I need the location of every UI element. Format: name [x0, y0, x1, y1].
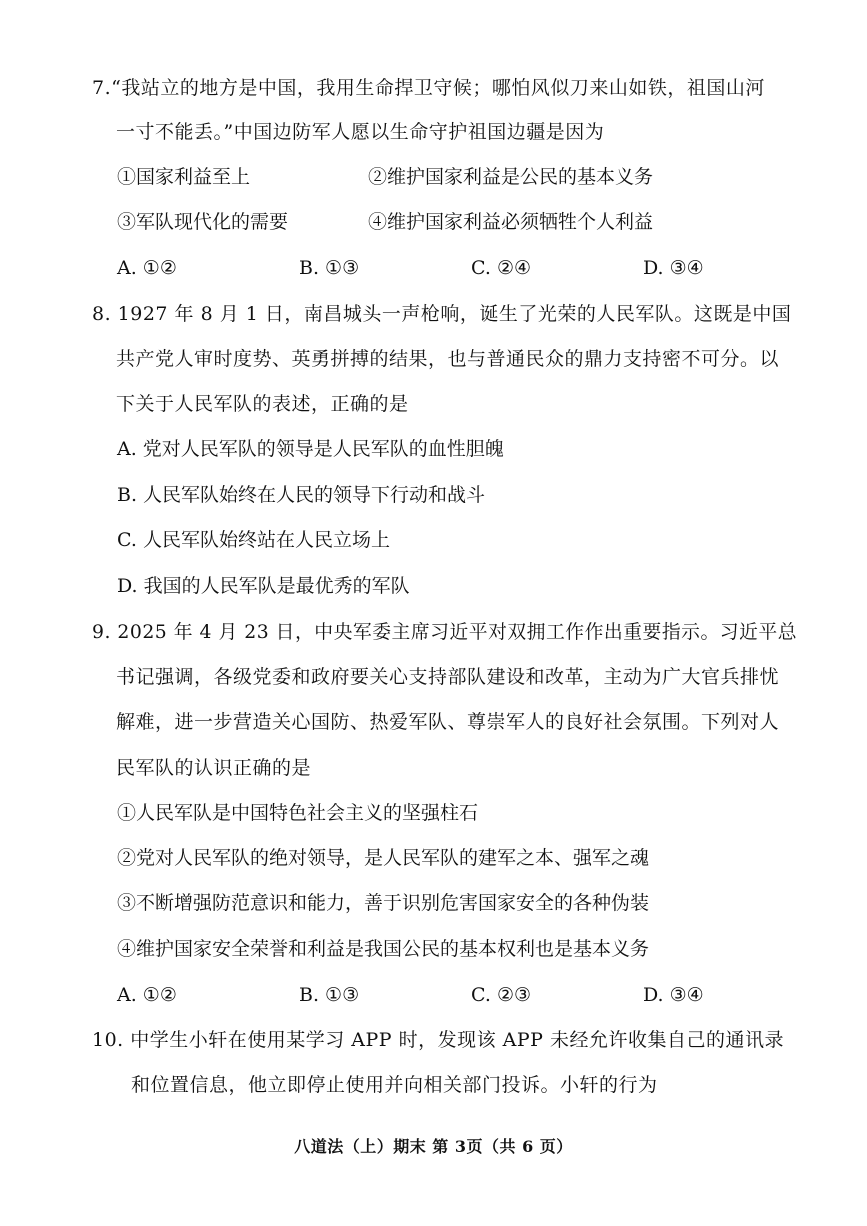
page-footer: 八道法（上）期末 第 3页（共 6 页） [294, 1137, 573, 1156]
q10-stem-line-1: 10. 中学生小轩在使用某学习 APP 时，发现该 APP 未经允许收集自己的通讯录 [92, 1029, 784, 1051]
q9-statement-4: ④维护国家安全荣誉和利益是我国公民的基本权利也是基本义务 [117, 938, 650, 960]
q9-stem-line-1: 9. 2025 年 4 月 23 日，中央军委主席习近平对双拥工作作出重要指示。习近平总 [92, 621, 798, 643]
q9-statement-2: ②党对人民军队的绝对领导，是人民军队的建军之本、强军之魂 [117, 847, 650, 869]
q7-option-c: C. ②④ [471, 257, 532, 279]
q8-option-b: B. 人民军队始终在人民的领导下行动和战斗 [117, 484, 486, 506]
q7-option-b: B. ①③ [299, 257, 360, 279]
q9-option-b: B. ①③ [299, 984, 360, 1006]
q8-option-a: A. 党对人民军队的领导是人民军队的血性胆魄 [117, 438, 504, 460]
q9-option-c: C. ②③ [471, 984, 532, 1006]
q7-statement-3: ③军队现代化的需要 [117, 211, 289, 233]
q7-option-a: A. ①② [117, 257, 177, 279]
q7-statement-2: ②维护国家利益是公民的基本义务 [368, 166, 654, 188]
q7-option-d: D. ③④ [643, 257, 704, 279]
q7-stem-line-2: 一寸不能丢。”中国边防军人愿以生命守护祖国边疆是因为 [116, 121, 605, 143]
q8-stem-line-2: 共产党人审时度势、英勇拼搏的结果，也与普通民众的鼎力支持密不可分。以 [116, 348, 780, 370]
q9-statement-1: ①人民军队是中国特色社会主义的坚强柱石 [117, 802, 479, 824]
q8-option-c: C. 人民军队始终站在人民立场上 [117, 529, 390, 551]
q7-stem-line-1: 7.“我站立的地方是中国，我用生命捍卫守候；哪怕风似刀来山如铁，祖国山河 [92, 77, 765, 99]
q7-statement-4: ④维护国家利益必须牺牲个人利益 [368, 211, 654, 233]
q8-stem-line-1: 8. 1927 年 8 月 1 日，南昌城头一声枪响，诞生了光荣的人民军队。这既是中国 [92, 303, 792, 325]
q9-option-d: D. ③④ [643, 984, 704, 1006]
q10-stem-line-2: 和位置信息，他立即停止使用并向相关部门投诉。小轩的行为 [131, 1074, 658, 1096]
q9-option-a: A. ①② [117, 984, 177, 1006]
q8-option-d: D. 我国的人民军队是最优秀的军队 [117, 575, 410, 597]
q9-stem-line-2: 书记强调，各级党委和政府要关心支持部队建设和改革，主动为广大官兵排忧 [116, 666, 780, 688]
q9-stem-line-3: 解难，进一步营造关心国防、热爱军队、尊崇军人的良好社会氛围。下列对人 [116, 711, 780, 733]
q7-statement-1: ①国家利益至上 [117, 166, 251, 188]
q8-stem-line-3: 下关于人民军队的表述，正确的是 [116, 393, 409, 415]
q9-statement-3: ③不断增强防范意识和能力，善于识别危害国家安全的各种伪装 [117, 892, 650, 914]
q9-stem-line-4: 民军队的认识正确的是 [116, 757, 312, 779]
